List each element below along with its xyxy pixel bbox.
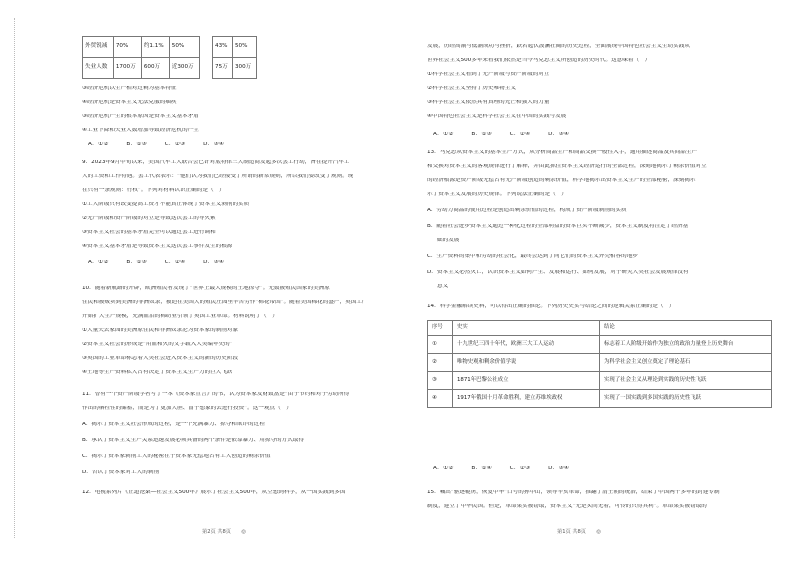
q11-option-c: C．揭示了资本家剥削工人的秘密在于资本家无偿地占有工人创造的剩余价值 xyxy=(82,454,271,459)
table-header-cell: 结论 xyxy=(600,321,772,336)
q11-option-a: A．揭示了资本主义社会形成的过程，是一个充满暴力、掠夺和欺诈的过程 xyxy=(82,422,265,427)
q13-option-d: D．资本主义必然灭亡，认识资本主义如何产生、发展和运行、如何发展，对于研究人类社会发展规律没有 xyxy=(427,270,689,275)
table-cell: 70% xyxy=(113,37,141,58)
table-cell: 标志着工人阶级开始作为独立的政治力量登上历史舞台 xyxy=(600,336,772,354)
q8-option-2: ④经济危机是资本主义无法克服的痼疾 xyxy=(82,100,177,105)
table-cell: 为科学社会主义创立奠定了理论基石 xyxy=(600,354,772,372)
q9-option-1: ①工人阶级只有改变提高工资才不能真正体现了资本主义剥削的实质 xyxy=(82,202,250,207)
q10-option-1: ①大量失去家园的美洲原住民和非洲奴隶沦为资本家的剥削对象 xyxy=(82,328,239,333)
q10-option-4: ④土地等生产资料私人占有决定了资本主义生产力的巨大飞跃 xyxy=(82,370,233,375)
q13-stem-3: 的经济根源是资产阶级无偿占有无产阶级创造的剩余价值，科学地揭示出资本主义生产的全部秘密，深刻揭示 xyxy=(427,178,696,183)
q9-option-4: ④资本主义基本矛盾是导致资本主义这次罢工事件发生的根源 xyxy=(82,244,233,249)
q13-option-b: B．随着社会进步资本主义通过一种化过程的全部利益的资本巨头不断减少，资本主义制度将注定了经济基 xyxy=(427,224,689,229)
q13-option-a: A．劳动力商品的使用过程是创造出剩余价值的过程，构成了资产阶级剥削的实质 xyxy=(427,208,627,213)
table-cell: 43% xyxy=(213,37,233,58)
table-gap xyxy=(200,37,213,58)
table-cell: 50% xyxy=(232,37,256,58)
q9-stem-2: 人的工资和工作待遇。罢工代表表示：“他们认为我们已经接受了所谓的新常规则，所以我们要改变了规则。现 xyxy=(82,174,354,179)
q11-option-d: D．否认了资本家对工人的剥削 xyxy=(82,470,160,475)
table-cell: 1700万 xyxy=(113,58,141,79)
binding-line xyxy=(14,18,21,538)
q10-stem-1: 10．随着新航路的开辟，欧洲殖民者发现了“世界上最大规模的土地掠夺”。无数被殖民国家的美洲原 xyxy=(82,286,330,291)
q13-stem-1: 13．马克思从资本主义的基本生产方式，从分析商品生产和商品交换一般性入手，通用描述商品及其商品生产 xyxy=(427,150,698,155)
q11-stem-1: 11．曾有一个资产阶级学者写了一本《资本家宣言》的书，认为资本家发财致富是“由于节约和对于劳动所得 xyxy=(82,392,350,397)
economic-crisis-table xyxy=(82,36,257,79)
q10-stem-2: 住民和被贩卖到美洲的非洲奴隶，被迫在美国大的殖民庄园里辛苦劳作“棉花帝国”。随着美国棉花的盛产，英国工厂 xyxy=(82,300,368,305)
q12-answer-choices: A．①② B．①③ C．②④ D．③④ xyxy=(433,132,570,137)
table-cell: 约1.1% xyxy=(141,37,169,58)
table-cell: 50% xyxy=(169,37,199,58)
q12-stem-3: 世界社会主义500多年来看我们依然是当今马克思主义所创造的历史时代。这意味着（ ） xyxy=(427,58,651,63)
table-cell: 实现了社会主义从理论到实践的历史性飞跃 xyxy=(600,372,772,390)
table-cell: ③ xyxy=(428,372,453,390)
q12-option-2: ②科学社会主义坚持了历史唯物主义 xyxy=(427,86,516,91)
page-footer-right: 第1页 共8页 ◎ xyxy=(557,529,601,535)
q9-stem-3: 在只有一条规则：行权”。下列对材料认识正确的是（ ） xyxy=(82,188,225,193)
table-cell: ④ xyxy=(428,390,453,408)
q10-stem-3: 开始扩大生产规模，充满血泪的棉纺业引领了英国工业革命。材料说明了（ ） xyxy=(82,314,278,319)
table-row xyxy=(428,336,772,354)
q14-stem: 14．科学金融解读史料，可以得出正确的推论。下列历史史实与结论之间的逻辑关系正确的是（ ） xyxy=(427,304,675,309)
q13-stem-4: 示了资本主义发展的历史规律。下列说法正确的是（ ） xyxy=(427,192,567,197)
table-row xyxy=(83,37,257,58)
table-row xyxy=(428,354,772,372)
table-cell: 唯物史观和剩余价值学说 xyxy=(453,354,600,372)
q9-answer-choices: A．①② B．①③ C．②④ D．③④ xyxy=(88,260,225,265)
q12-option-3: ③科学社会主义依然具有真理的光芒和强大的力量 xyxy=(427,100,550,105)
q8-option-1: ③经济危机以生产相对过剩为基本特征 xyxy=(82,86,177,91)
q12-stem-2: 发展，历经高潮与低潮成功与挫折，跌宕起伏波澜壮阔的历史过程，全面展现中国特色社会主义生动实践从 xyxy=(427,44,690,49)
q14-answer-choices: A．①② B．①④ C．②③ D．③④ xyxy=(433,466,570,471)
table-cell: 75万 xyxy=(213,58,233,79)
table-row xyxy=(428,372,772,390)
table-cell: ① xyxy=(428,336,453,354)
q9-option-2: ②无产阶级和资产阶级的对立是导致这次罢工的导火索 xyxy=(82,216,216,221)
table-header-cell: 序号 xyxy=(428,321,453,336)
q9-stem-1: 9．2023年9月中旬以来，美国汽车工人联合会已针对底特律三大制造商发起多次罢工行动，旨在提升汽车工 xyxy=(82,160,350,165)
table-cell: 外贸锐减 xyxy=(83,37,114,58)
table-cell: 十九世纪三四十年代，欧洲三大工人运动 xyxy=(453,336,600,354)
q9-option-3: ③资本主义社会的基本矛盾完全可以通过罢工进行调和 xyxy=(82,230,216,235)
q13-stem-2: 和交换对资本主义的客观规律进行了解释，并由此抓住资本主义经济运行的全部过程，深刻地揭示了剩余价值对立 xyxy=(427,164,707,169)
q10-option-3: ③英国的工业革命标志着人类社会进入资本主义的新的历史阶段 xyxy=(82,356,239,361)
q11-option-b: B．承认了资本主义生产关系迅速发展必须具备的两个条件是依靠暴力、用掠夺的方式取得 xyxy=(82,438,304,443)
q12-stem-1: 12．电视系列片《正道沧桑—社会主义500年》展示了社会主义500年，从空想到科学，从一国实践到多国 xyxy=(82,490,346,495)
history-facts-table xyxy=(427,320,772,408)
table-cell: 失业人数 xyxy=(83,58,114,79)
table-cell: 实现了一国实践到多国实践的历史性飞跃 xyxy=(600,390,772,408)
table-header-cell: 史实 xyxy=(453,321,600,336)
table-header-row xyxy=(428,321,772,336)
q11-stem-2: 作出的牺牲性的储蓄，而是为了更加大胆、富于想象的去进行投资”。这一观点（ ） xyxy=(82,406,292,411)
q15-stem-2: 制度，建立了中华民国。但是，革命果实被窃取，资本主义“无是头尚无着，可怜的只得其利”。革命果实被窃取的 xyxy=(427,504,707,509)
page-footer-left: 第2页 共8页 ◎ xyxy=(202,529,246,535)
q13-option-c: C．生产资料的集中和劳动的社会化，最终会达到了同它们的资本主义外壳相容的地步 xyxy=(427,254,638,259)
table-cell: 1917年俄国十月革命胜利，建立苏维埃政权 xyxy=(453,390,600,408)
q12-option-4: ④中国特色社会主义是科学社会主义在中国的实践与发展 xyxy=(427,114,567,119)
q10-option-2: ②资本主义社会的形成是“用血和火的文字载入人类编年史的” xyxy=(82,342,233,347)
q15-stem-1: 15．喊出“驱逐鞑虏，恢复中华”口号的孙中山，领导辛亥革命，推翻了清王朝的统治，结束了中国两千多年的封建专制 xyxy=(427,490,720,495)
table-cell: ② xyxy=(428,354,453,372)
binding-margin xyxy=(0,0,30,562)
q8-option-4: ④工业下降和失业人数增加导致经济危机的产生 xyxy=(82,128,199,133)
q8-option-3: ③经济危机产生的根本原因是资本主义基本矛盾 xyxy=(82,114,199,119)
q8-answer-choices: A．①② B．①③ C．②③ D．③④ xyxy=(88,142,225,147)
q13-option-b-cont: 础的发展 xyxy=(437,238,460,243)
table-cell: 近300万 xyxy=(169,58,199,79)
table-cell: 300万 xyxy=(232,58,256,79)
q12-option-1: ①科学社会主义看到了无产阶级与资产阶级的对立 xyxy=(427,72,550,77)
table-cell: 1871年巴黎公社成立 xyxy=(453,372,600,390)
table-cell: 600万 xyxy=(141,58,169,79)
table-row xyxy=(83,58,257,79)
table-row xyxy=(428,390,772,408)
table-gap xyxy=(200,58,213,79)
q13-option-d-cont: 意义 xyxy=(437,284,449,289)
